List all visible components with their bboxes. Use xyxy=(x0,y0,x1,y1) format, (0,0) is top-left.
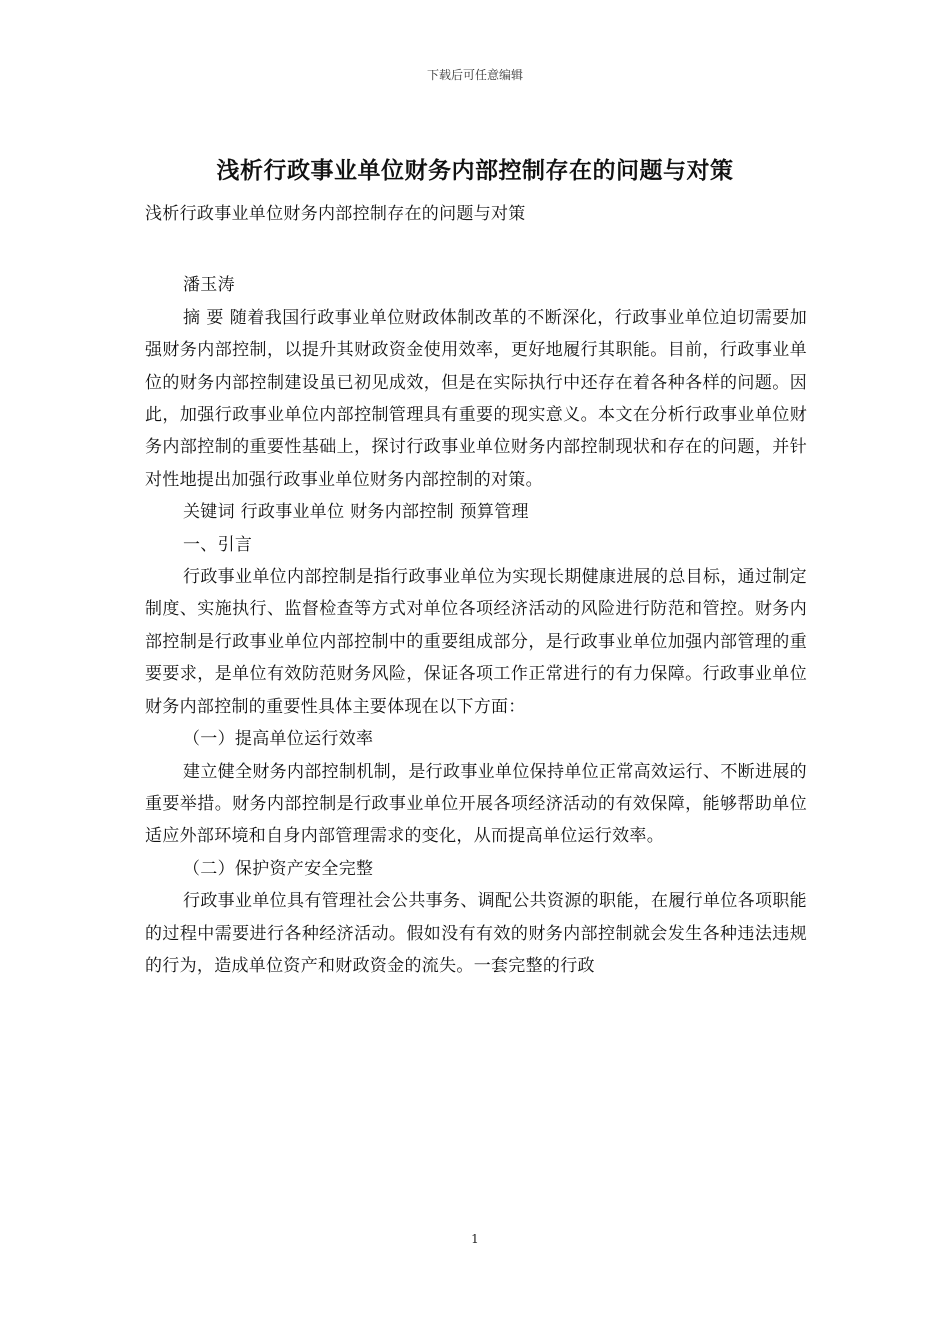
author-name: 潘玉涛 xyxy=(183,275,235,296)
document-body xyxy=(145,198,807,982)
page-header: 下载后可任意编辑 xyxy=(426,68,523,82)
blank-line xyxy=(145,230,807,269)
page-number: 1 xyxy=(471,1232,479,1246)
document-subtitle: 浅析行政事业单位财务内部控制存在的问题与对策 xyxy=(145,204,526,224)
body-paragraph: 行政事业单位具有管理社会公共事务、调配公共资源的职能，在履行单位各项职能的过程中需要进行各种经济活动。假如没有有效的财务内部控制就会发生各种违法违规的行为，造成单位资产和财政资金的流失。一套完整的行政 xyxy=(145,891,807,976)
section-heading: 一、引言 xyxy=(183,534,253,555)
document-title: 浅析行政事业单位财务内部控制存在的问题与对策 xyxy=(216,157,734,184)
keywords-line: 关键词 行政事业单位 财务内部控制 预算管理 xyxy=(183,502,529,523)
body-paragraph: 建立健全财务内部控制机制，是行政事业单位保持单位正常高效运行、不断进展的重要举措。财务内部控制是行政事业单位开展各项经济活动的有效保障，能够帮助单位适应外部环境和自身内部管理需求的变化，从而提高单位运行效率。 xyxy=(145,761,807,847)
body-paragraph: 行政事业单位内部控制是指行政事业单位为实现长期健康进展的总目标，通过制定制度、实施执行、监督检查等方式对单位各项经济活动的风险进行防范和管控。财务内部控制是行政事业单位内部控制中的重要组成部分，是行政事业单位加强内部管理的重要要求，是单位有效防范财务风险，保证各项工作正常进行的有力保障。行政事业单位财务内部控制的重要性具体主要体现在以下方面： xyxy=(145,567,807,717)
abstract-paragraph: 摘 要 随着我国行政事业单位财政体制改革的不断深化，行政事业单位迫切需要加强财务内部控制，以提升其财政资金使用效率，更好地履行其职能。目前，行政事业单位的财务内部控制建设虽已初见成效，但是在实际执行中还存在着各种各样的问题。因此，加强行政事业单位内部控制管理具有重要的现实意义。本文在分析行政事业单位财务内部控制的重要性基础上，探讨行政事业单位财务内部控制现状和存在的问题，并针对性地提出加强行政事业单位财务内部控制的对策。 xyxy=(145,307,807,490)
subsection-heading: （一）提高单位运行效率 xyxy=(183,729,374,750)
subsection-heading: （二）保护资产安全完整 xyxy=(183,858,374,879)
